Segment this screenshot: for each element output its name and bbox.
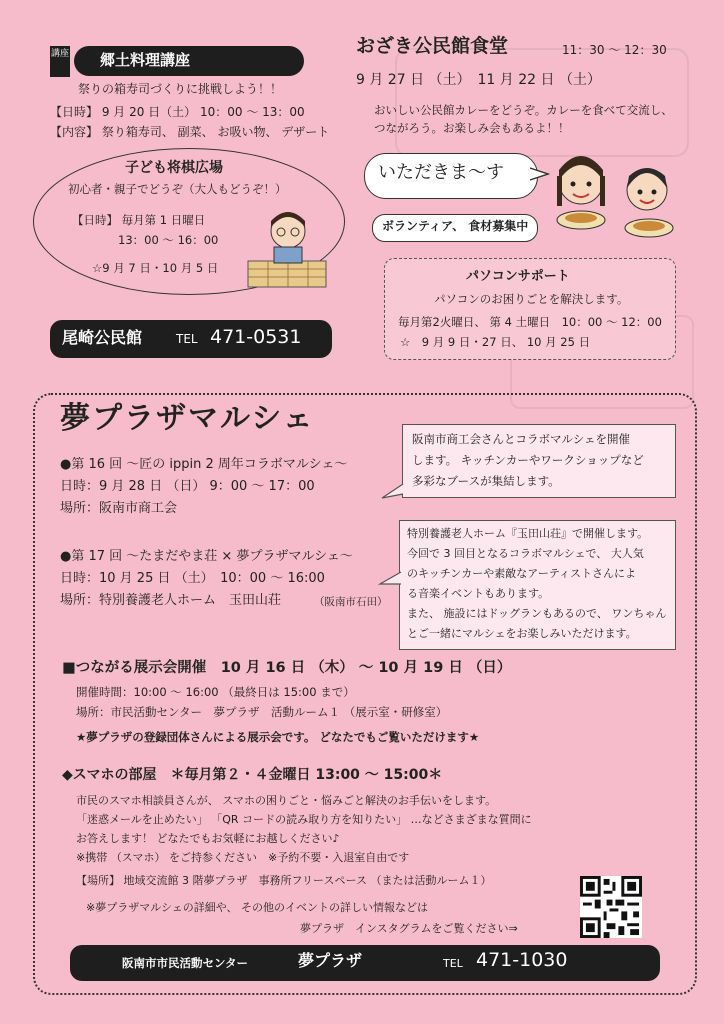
exhibit-hours: 開催時間：10:00 ～ 16:00 （最終日は 15:00 まで） — [76, 685, 355, 699]
shogi-intro: 初心者・親子でどうぞ（大人もどうぞ！） — [68, 182, 287, 196]
footer-name: 夢プラザ — [298, 951, 363, 970]
footer-tel: 471-1030 — [476, 949, 568, 971]
ozaki-name: 尾崎公民館 — [62, 328, 143, 347]
smartphone-line-3: お答えします！ どなたでもお気軽にお越しください♪ — [76, 832, 340, 845]
kyodo-title: 郷土料理講座 — [100, 51, 191, 69]
smartphone-line-5: 【場所】 地域交流館 3 階夢プラザ 事務所フリースペース （または活動ルーム１） — [76, 874, 492, 887]
kyodo-subtitle: 祭りの箱寿司づくりに挑戦しよう！！ — [78, 82, 283, 96]
marche-e16-place: 場所：阪南市商工会 — [60, 501, 178, 516]
marche-e17-title: ●第 17 回 ～たまだやま荘 × 夢プラザマルシェ～ — [60, 549, 353, 564]
pc-dates: ☆ 9 月 9 日・27 日、 10 月 25 日 — [400, 335, 591, 349]
exhibit-place: 場所：市民活動センター 夢プラザ 活動ルーム１ （展示室・研修室） — [76, 705, 448, 719]
exhibit-title: ■つながる展示会開催 10 月 16 日 （木） ～ 10 月 19 日 （日） — [62, 660, 512, 676]
itadakimasu-text: いただきま～す — [378, 162, 504, 183]
note-pointer — [380, 482, 404, 502]
exhibit-note: ★夢プラザの登録団体さんによる展示会です。 どなたでもご覧いただけます★ — [76, 730, 480, 744]
smartphone-line-4: ※携帯 （スマホ） をご持参ください ※予約不要・入退室自由です — [76, 851, 410, 864]
footnote-line-1: ※夢プラザマルシェの詳細や、 その他のイベントの詳しい情報などは — [86, 901, 428, 914]
lecture-tag: 講座 — [50, 46, 70, 77]
marche-e16-note-1: 阪南市商工会さんとコラボマルシェを開催 — [412, 432, 630, 446]
instagram-qr-code[interactable] — [580, 876, 642, 938]
marche-e17-note-1: 特別養護老人ホーム『玉田山荘』で開催します。 — [407, 527, 649, 540]
shogi-title: 子ども将棋広場 — [125, 160, 223, 176]
volunteer-label: ボランティア、 食材募集中 — [382, 219, 529, 233]
shogi-datetime: 【日時】 毎月第 1 日曜日 — [72, 213, 206, 227]
footnote-line-2: 夢プラザ インスタグラムをご覧ください⇒ — [300, 922, 518, 935]
pc-desc: パソコンのお困りごとを解決します。 — [434, 292, 629, 306]
marche-e16-date: 日時：9 月 28 日 （日） 9：00 ～ 17：00 — [60, 479, 315, 494]
marche-e17-note-5: また、 施設にはドッグランもあるので、 ワンちゃん — [407, 607, 667, 620]
marche-e17-note-6: とご一緒にマルシェをお楽しみいただけます。 — [407, 627, 637, 640]
marche-e16-title: ●第 16 回 ～匠の ippin 2 周年コラボマルシェ～ — [60, 457, 348, 472]
kyodo-datetime: 【日時】 9 月 20 日（土） 10：00 ～ 13：00 — [50, 105, 305, 119]
cafeteria-dates: 9 月 27 日 （土） 11 月 22 日 （土） — [356, 72, 601, 88]
marche-title: 夢プラザマルシェ — [60, 401, 315, 436]
marche-e17-date: 日時：10 月 25 日 （土） 10：00 ～ 16:00 — [60, 571, 325, 586]
marche-e17-note-3: のキッチンカーや素敵なアーティストさんによ — [407, 567, 637, 580]
footer-org: 阪南市市民活動センター — [122, 956, 249, 970]
marche-e17-note-2: 今回で 3 回目となるコラボマルシェで、 大人気 — [407, 547, 644, 560]
kyodo-content: 【内容】 祭り箱寿司、 副菜、 お吸い物、 デザート — [50, 125, 330, 139]
cafeteria-desc-line1: おいしい公民館カレーをどうぞ。カレーを食べて交流し、 — [374, 103, 673, 117]
shogi-player-illustration — [244, 205, 336, 293]
smartphone-line-1: 市民のスマホ相談員さんが、 スマホの困りごと・悩みごと解決のお手伝いをします。 — [76, 794, 497, 807]
cafeteria-hours: 11：30 ～ 12：30 — [562, 43, 667, 57]
ozaki-tel-label: TEL — [176, 332, 198, 346]
kids-eating-illustration — [545, 148, 685, 243]
marche-e17-place-sub: （阪南市石田） — [314, 596, 388, 608]
cafeteria-desc-line2: つながろう。お楽しみ会もあるよ！！ — [374, 121, 570, 135]
marche-e17-place: 場所：特別養護老人ホーム 玉田山荘 — [60, 593, 282, 608]
pc-title: パソコンサポート — [466, 269, 570, 284]
marche-e16-note-3: 多彩なブースが集結します。 — [412, 474, 560, 488]
marche-e16-note-2: します。 キッチンカーやワークショップなど — [412, 453, 644, 467]
marche-e17-note-4: る音楽イベントもあります。 — [407, 587, 550, 600]
smartphone-line-2: 「迷惑メールを止めたい」 「QR コードの読み取り方を知りたい」 …などさまざまな質問に — [76, 813, 532, 826]
pc-schedule: 毎月第2火曜日、 第 4 土曜日 10：00 ～ 12：00 — [398, 315, 662, 329]
shogi-time: 13：00 ～ 16：00 — [118, 233, 219, 247]
ozaki-tel: 471-0531 — [210, 326, 302, 348]
footer-tel-label: TEL — [443, 957, 463, 970]
smartphone-title: ◆スマホの部屋 ＊毎月第２・４金曜日 13:00 ～ 15:00＊ — [62, 767, 443, 783]
shogi-dates: ☆9 月 7 日・10 月 5 日 — [92, 261, 219, 275]
cafeteria-title: おざき公民館食堂 — [356, 35, 509, 57]
note-pointer — [378, 570, 402, 590]
